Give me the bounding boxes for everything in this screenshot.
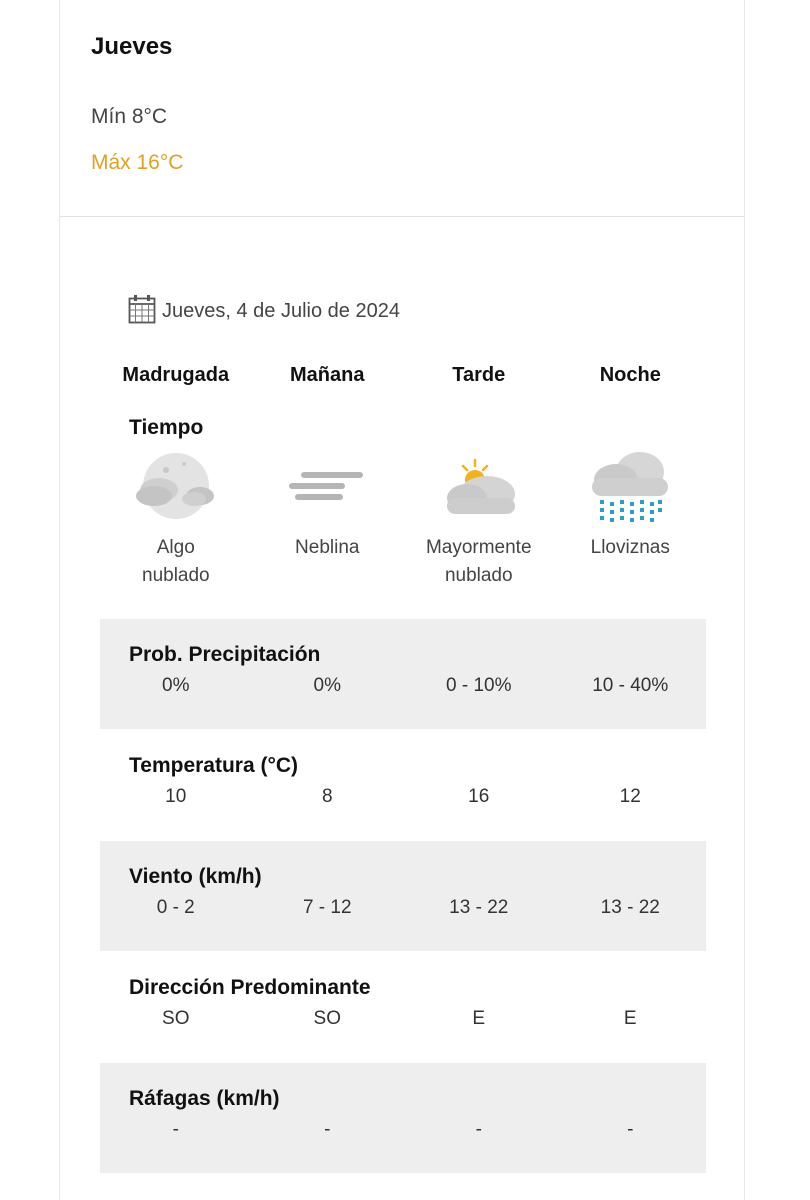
row-value: SO	[313, 1008, 341, 1029]
row-value: 13 - 22	[449, 897, 509, 918]
row-value: 0 - 10%	[446, 675, 512, 696]
row-value: 0%	[313, 675, 341, 696]
row-label: Ráfagas (km/h)	[129, 1087, 280, 1110]
date-row	[128, 296, 400, 326]
period-noche: Noche	[599, 364, 661, 386]
precipitation-row	[100, 619, 706, 729]
row-value: 0%	[162, 675, 190, 696]
row-label: Temperatura (°C)	[129, 754, 299, 777]
row-value: -	[627, 1119, 634, 1140]
row-label: Dirección Predominante	[129, 976, 371, 999]
row-value: -	[324, 1119, 331, 1140]
weather-descriptions-row	[100, 534, 706, 590]
gusts-row	[100, 1063, 706, 1173]
row-label: Prob. Precipitación	[129, 643, 321, 666]
day-summary	[60, 0, 744, 217]
row-value: E	[472, 1008, 486, 1029]
period-tarde: Tarde	[452, 364, 506, 386]
wind-row	[100, 841, 706, 951]
period-madrugada: Madrugada	[122, 364, 230, 386]
row-value: 7 - 12	[302, 897, 352, 918]
mostly-cloudy-day-icon	[437, 458, 521, 523]
weather-desc: Mayormente nublado	[425, 537, 532, 586]
forecast-date: Jueves, 4 de Julio de 2024	[162, 299, 400, 322]
max-temperature: Máx 16°C	[91, 151, 184, 174]
row-value: -	[475, 1119, 482, 1140]
weather-desc: Neblina	[295, 537, 360, 558]
weather-icons-row	[100, 450, 706, 530]
row-value: 8	[321, 786, 333, 807]
min-temperature: Mín 8°C	[91, 105, 168, 128]
forecast-card	[59, 0, 745, 1200]
partly-cloudy-night-icon	[134, 452, 218, 529]
row-value: 13 - 22	[600, 897, 660, 918]
row-value: 10 - 40%	[592, 675, 669, 696]
row-label: Viento (km/h)	[129, 865, 262, 888]
period-manana: Mañana	[290, 364, 365, 386]
row-value: 12	[619, 786, 641, 807]
row-value: -	[172, 1119, 179, 1140]
calendar-icon	[128, 294, 156, 329]
row-value: 16	[468, 786, 490, 807]
row-value: E	[623, 1008, 637, 1029]
mist-icon	[287, 468, 367, 513]
weather-section-title: Tiempo	[129, 416, 204, 439]
period-header	[100, 364, 706, 387]
row-value: 0 - 2	[156, 897, 195, 918]
day-title: Jueves	[91, 33, 173, 60]
wind-direction-row	[100, 952, 706, 1062]
weather-desc: Lloviznas	[590, 537, 670, 558]
row-value: 10	[165, 786, 187, 807]
temperature-row	[100, 730, 706, 840]
drizzle-icon	[588, 450, 672, 531]
weather-desc: Algo nublado	[142, 537, 210, 586]
row-value: SO	[162, 1008, 190, 1029]
